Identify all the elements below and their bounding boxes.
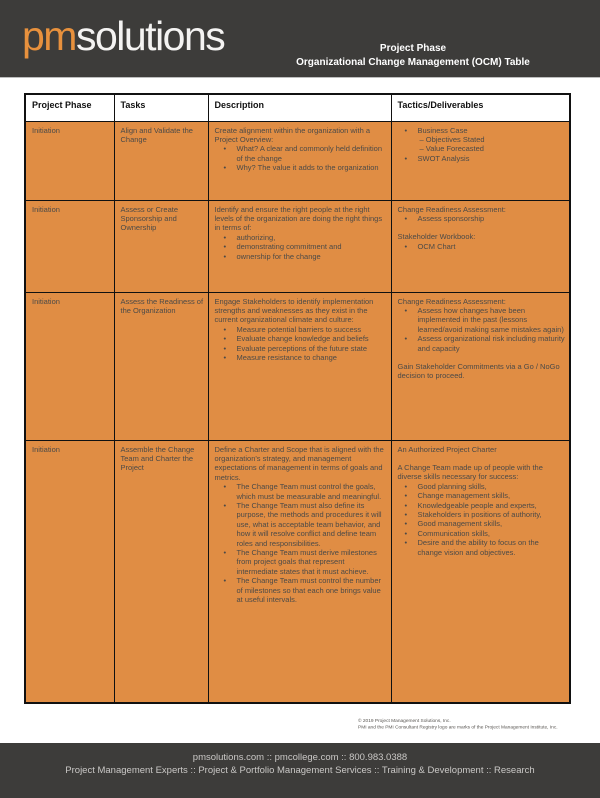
bullet-marker-icon: • bbox=[223, 343, 227, 353]
bullet-marker-icon: • bbox=[404, 481, 408, 491]
bullet-text: Evaluate perceptions of the future state bbox=[236, 343, 367, 353]
bullet-text: Why? The value it adds to the organization bbox=[236, 163, 379, 173]
bullet-marker-icon: • bbox=[223, 547, 227, 557]
bullet-item bbox=[398, 529, 566, 538]
bullet-item bbox=[215, 548, 387, 576]
pmsolutions-logo bbox=[22, 11, 224, 61]
bullet-text: Measure resistance to change bbox=[236, 352, 337, 362]
bullet-text: Assess sponsorship bbox=[417, 213, 485, 223]
cell-paragraph: Stakeholder Workbook: bbox=[397, 232, 476, 242]
bullet-item bbox=[398, 242, 566, 251]
bullet-text: Stakeholders in positions of authority, bbox=[417, 509, 542, 519]
phase-cell: Initiation bbox=[25, 440, 114, 703]
bullet-marker-icon: • bbox=[223, 482, 227, 492]
footer-contact-line: pmsolutions.com :: pmcollege.com :: 800.983.0388 bbox=[192, 752, 408, 763]
spacer bbox=[398, 223, 566, 232]
bullet-marker-icon: • bbox=[404, 528, 408, 538]
bullet-item bbox=[215, 144, 387, 163]
bullet-item bbox=[215, 334, 387, 343]
cell-paragraph: An Authorized Project Charter bbox=[397, 444, 497, 454]
bullet-text: Good management skills, bbox=[417, 519, 503, 529]
sub-item: – Value Forecasted bbox=[419, 144, 484, 154]
tactics-cell bbox=[391, 292, 570, 440]
phase-cell: Initiation bbox=[25, 121, 114, 200]
copyright-line2: PMI and the PMI Consultant Registry logo are marks of the Project Management Institute, Inc. bbox=[358, 725, 558, 730]
bullet-text: SWOT Analysis bbox=[417, 153, 470, 163]
bullet-marker-icon: • bbox=[404, 500, 408, 510]
task-cell: Assess the Readiness of the Organization bbox=[114, 292, 208, 440]
table-body bbox=[25, 121, 570, 703]
table-header-row bbox=[25, 94, 570, 121]
bullet-item bbox=[215, 233, 387, 242]
description-cell bbox=[208, 121, 391, 200]
bullet-item bbox=[215, 325, 387, 334]
tactics-cell bbox=[391, 200, 570, 292]
bullet-marker-icon: • bbox=[223, 251, 227, 261]
table-row bbox=[25, 292, 570, 440]
bullet-item bbox=[398, 482, 566, 491]
bullet-item bbox=[215, 344, 387, 353]
cell-paragraph: Gain Stakeholder Commitments via a Go / NoGo decision to proceed. bbox=[397, 361, 560, 381]
ocm-table bbox=[24, 93, 571, 704]
bullet-item bbox=[398, 501, 566, 510]
phase-cell: Initiation bbox=[25, 200, 114, 292]
bullet-item bbox=[398, 519, 566, 528]
bullet-text: The Change Team must control the number of milestones so that each one brings value at useful intervals. bbox=[236, 576, 382, 604]
table-row bbox=[25, 200, 570, 292]
bullet-item bbox=[215, 482, 387, 501]
bullet-marker-icon: • bbox=[223, 576, 227, 586]
bullet-item bbox=[215, 163, 387, 172]
bullet-marker-icon: • bbox=[223, 500, 227, 510]
bullet-text: The Change Team must also define its purpose, the methods and procedures it will use, what is acceptable team behavior, and how it will resolve conflict and define team roles and responsibilities. bbox=[236, 500, 382, 548]
bullet-text: Assess organizational risk including maturity and capacity bbox=[417, 334, 565, 353]
bullet-item bbox=[215, 576, 387, 604]
bullet-text: Business Case bbox=[417, 125, 468, 135]
footer-bar bbox=[0, 743, 600, 798]
tactics-cell bbox=[391, 121, 570, 200]
task-cell: Align and Validate the Change bbox=[114, 121, 208, 200]
cell-paragraph: A Change Team made up of people with the diverse skills necessary for success: bbox=[397, 462, 543, 482]
cell-paragraph: Create alignment within the organization with a Project Overview: bbox=[214, 125, 371, 144]
table-row bbox=[25, 440, 570, 703]
tactics-cell bbox=[391, 440, 570, 703]
description-cell bbox=[208, 440, 391, 703]
bullet-item bbox=[215, 242, 387, 251]
task-cell: Assemble the Change Team and Charter the Project bbox=[114, 440, 208, 703]
bullet-text: ownership for the change bbox=[236, 251, 321, 261]
document-title bbox=[268, 42, 558, 70]
bullet-marker-icon: • bbox=[404, 538, 408, 548]
bullet-marker-icon: • bbox=[223, 352, 227, 362]
document-title-line1: Project Phase bbox=[379, 43, 447, 54]
column-header-project-phase: Project Phase bbox=[25, 94, 114, 121]
bullet-item bbox=[398, 214, 566, 223]
bullet-marker-icon: • bbox=[404, 305, 408, 315]
bullet-marker-icon: • bbox=[404, 153, 408, 163]
column-header-description: Description bbox=[208, 94, 391, 121]
bullet-marker-icon: • bbox=[223, 242, 227, 252]
bullet-marker-icon: • bbox=[404, 519, 408, 529]
bullet-text: Assess how changes have been implemented in the past (lessons learned/avoid making same mistakes again) bbox=[417, 305, 564, 334]
copyright-line1: © 2019 Project Management Solutions, Inc. bbox=[358, 718, 451, 724]
copyright-note bbox=[358, 718, 558, 731]
document-title-line2: Organizational Change Management (OCM) Table bbox=[296, 57, 530, 68]
bullet-text: Evaluate change knowledge and beliefs bbox=[236, 334, 369, 344]
cell-paragraph: Define a Charter and Scope that is aligned with the organization's strategy, and management expectations of management in terms of goals and metrics. bbox=[214, 444, 384, 482]
description-cell bbox=[208, 292, 391, 440]
bullet-item bbox=[398, 126, 566, 135]
bullet-text: The Change Team must derive milestones from project goals that represent intermediate states that it must achieve. bbox=[236, 547, 377, 576]
bullet-item bbox=[398, 154, 566, 163]
bullet-marker-icon: • bbox=[223, 163, 227, 173]
bullet-item bbox=[215, 353, 387, 362]
bullet-marker-icon: • bbox=[404, 213, 408, 223]
bullet-item bbox=[398, 491, 566, 500]
bullet-item bbox=[215, 252, 387, 261]
bullet-item bbox=[398, 510, 566, 519]
bullet-text: Change management skills, bbox=[417, 491, 511, 501]
bullet-item bbox=[398, 334, 566, 353]
spacer bbox=[398, 454, 566, 463]
column-header-tactics-deliverables: Tactics/Deliverables bbox=[391, 94, 570, 121]
bullet-text: Desire and the ability to focus on the change vision and objectives. bbox=[417, 538, 539, 557]
logo-solutions: solutions bbox=[75, 13, 225, 59]
bullet-text: OCM Chart bbox=[417, 241, 456, 251]
sub-item: – Objectives Stated bbox=[419, 134, 485, 144]
bullet-text: Communication skills, bbox=[417, 528, 491, 538]
cell-paragraph: Engage Stakeholders to identify implementation strengths and weaknesses as they exist in the current organizational climate and culture: bbox=[214, 296, 374, 325]
bullet-marker-icon: • bbox=[223, 144, 227, 154]
bullet-marker-icon: • bbox=[223, 324, 227, 334]
logo-pm: pm bbox=[22, 13, 76, 59]
bullet-text: Knowledgeable people and experts, bbox=[417, 500, 537, 510]
description-cell bbox=[208, 200, 391, 292]
bullet-item bbox=[398, 306, 566, 334]
bullet-item bbox=[215, 501, 387, 548]
bullet-marker-icon: • bbox=[223, 232, 227, 242]
table-row bbox=[25, 121, 570, 200]
header-bar bbox=[0, 0, 600, 78]
bullet-text: Measure potential barriers to success bbox=[236, 324, 362, 334]
bullet-text: authorizing, bbox=[236, 232, 276, 242]
bullet-marker-icon: • bbox=[223, 334, 227, 344]
bullet-marker-icon: • bbox=[404, 241, 408, 251]
task-cell: Assess or Create Sponsorship and Ownership bbox=[114, 200, 208, 292]
column-header-tasks: Tasks bbox=[114, 94, 208, 121]
bullet-marker-icon: • bbox=[404, 334, 408, 344]
footer-services-line: Project Management Experts :: Project & Portfolio Management Services :: Training & Development :: Research bbox=[65, 765, 535, 776]
bullet-text: demonstrating commitment and bbox=[236, 242, 342, 252]
bullet-text: What? A clear and commonly held definition of the change bbox=[236, 144, 382, 163]
bullet-text: Good planning skills, bbox=[417, 481, 487, 491]
bullet-text: The Change Team must control the goals, which must be measurable and meaningful. bbox=[236, 482, 382, 501]
bullet-marker-icon: • bbox=[404, 509, 408, 519]
bullet-marker-icon: • bbox=[404, 125, 408, 135]
cell-paragraph: Change Readiness Assessment: bbox=[397, 204, 506, 214]
phase-cell: Initiation bbox=[25, 292, 114, 440]
spacer bbox=[398, 353, 566, 362]
cell-paragraph: Identify and ensure the right people at the right levels of the organization are doing the right things in terms of: bbox=[214, 204, 383, 233]
bullet-marker-icon: • bbox=[404, 491, 408, 501]
bullet-item bbox=[398, 538, 566, 557]
cell-paragraph: Change Readiness Assessment: bbox=[397, 296, 506, 306]
